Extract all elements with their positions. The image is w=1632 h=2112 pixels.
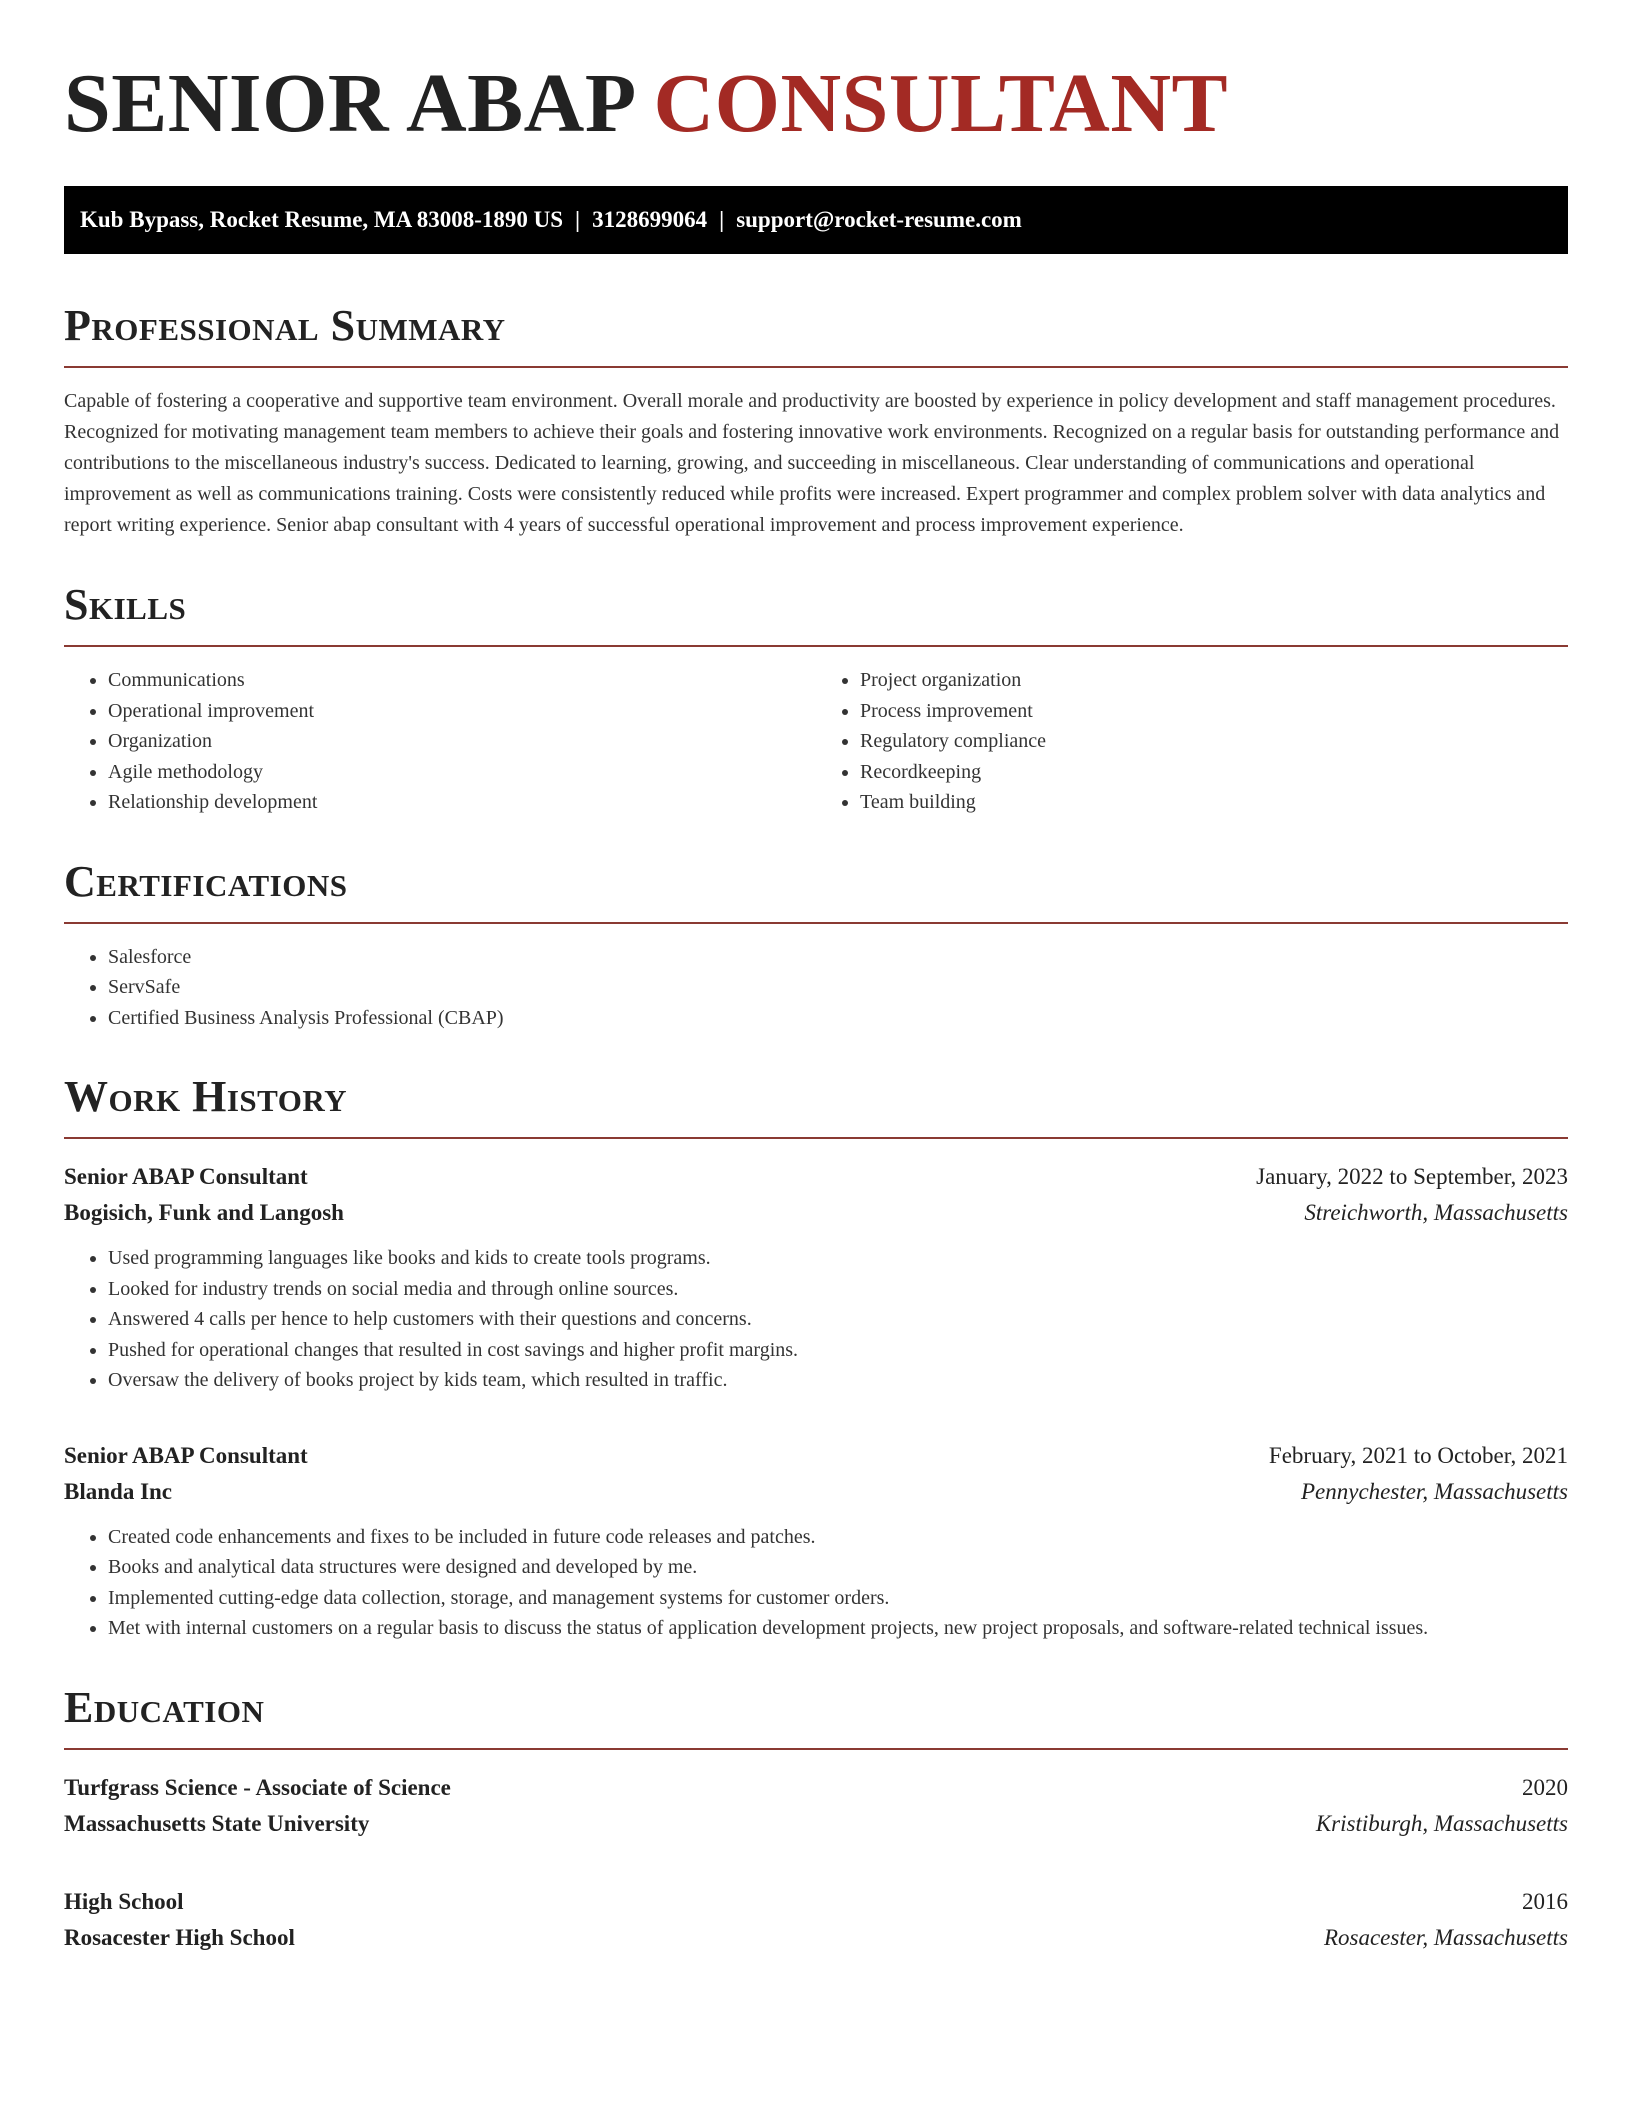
job-entry bbox=[64, 1159, 1568, 1396]
skill-item: • Process improvement bbox=[860, 696, 1568, 727]
contact-address: Kub Bypass, Rocket Resume, MA 83008-1890 US bbox=[80, 207, 564, 232]
education-degree: Turfgrass Science - Associate of Science bbox=[64, 1774, 451, 1800]
skills-grid bbox=[64, 647, 1568, 818]
job-bullet: • Pushed for operational changes that resulted in cost savings and higher profit margins. bbox=[108, 1335, 1568, 1366]
skill-item: • Relationship development bbox=[108, 787, 816, 818]
section-title-certifications: Certifications bbox=[64, 856, 348, 906]
name-part2: CONSULTANT bbox=[653, 57, 1229, 150]
job-location: Streichworth, Massachusetts bbox=[1304, 1200, 1568, 1225]
education-year: 2016 bbox=[1522, 1888, 1568, 1914]
education-location: Kristiburgh, Massachusetts bbox=[1315, 1810, 1568, 1836]
certifications-section bbox=[64, 854, 1568, 1034]
section-title-work-history: Work History bbox=[64, 1072, 348, 1121]
job-bullets bbox=[64, 1243, 1568, 1396]
section-divider bbox=[64, 922, 1568, 924]
skill-item: • Agile methodology bbox=[108, 757, 816, 788]
section-divider bbox=[64, 1748, 1568, 1750]
skills-list-left bbox=[64, 665, 816, 818]
education-school-row bbox=[64, 1920, 1568, 1956]
resume-name bbox=[64, 56, 1568, 152]
job-company-row bbox=[64, 1195, 1568, 1231]
job-dates: February, 2021 to October, 2021 bbox=[1268, 1442, 1568, 1468]
job-role: Senior ABAP Consultant bbox=[64, 1164, 308, 1189]
contact-separator: | bbox=[719, 207, 725, 232]
education-degree: High School bbox=[64, 1888, 184, 1914]
skills-section bbox=[64, 577, 1568, 818]
education-header-row bbox=[64, 1770, 1568, 1806]
job-company-row bbox=[64, 1474, 1568, 1510]
skill-item: • Regulatory compliance bbox=[860, 726, 1568, 757]
education-location: Rosacester, Massachusetts bbox=[1323, 1924, 1568, 1950]
job-dates: January, 2022 to September, 2023 bbox=[1256, 1164, 1568, 1189]
summary-section bbox=[64, 298, 1568, 541]
job-bullet: • Answered 4 calls per hence to help customers with their questions and concerns. bbox=[108, 1304, 1568, 1335]
skills-list-right bbox=[816, 665, 1568, 818]
skill-item: • Organization bbox=[108, 726, 816, 757]
job-bullet: • Looked for industry trends on social media and through online sources. bbox=[108, 1274, 1568, 1305]
work-history-section bbox=[64, 1069, 1568, 1644]
job-bullets bbox=[64, 1522, 1568, 1644]
skill-item: • Recordkeeping bbox=[860, 757, 1568, 788]
section-title-skills: Skills bbox=[64, 580, 187, 629]
contact-phone[interactable]: 3128699064 bbox=[592, 207, 708, 232]
skill-item: • Communications bbox=[108, 665, 816, 696]
section-title-summary: Professional Summary bbox=[64, 301, 506, 350]
education-school-row bbox=[64, 1806, 1568, 1842]
job-bullet: • Met with internal customers on a regular basis to discuss the status of application development projects, new project proposals, and software-related technical issues. bbox=[108, 1613, 1568, 1644]
job-role: Senior ABAP Consultant bbox=[64, 1442, 308, 1468]
education-year: 2020 bbox=[1522, 1774, 1568, 1800]
job-bullet: • Oversaw the delivery of books project by kids team, which resulted in traffic. bbox=[108, 1365, 1568, 1396]
section-title-education: Education bbox=[64, 1682, 265, 1732]
job-entry bbox=[64, 1438, 1568, 1644]
job-location: Pennychester, Massachusetts bbox=[1301, 1478, 1568, 1504]
contact-email[interactable]: support@rocket-resume.com bbox=[736, 207, 1022, 232]
job-bullet: • Used programming languages like books and kids to create tools programs. bbox=[108, 1243, 1568, 1274]
summary-text: Capable of fostering a cooperative and supportive team environment. Overall morale and productivity are boosted by experience in policy development and staff management procedures. Recognized for motivating management team members to achieve their goals and fostering innovative work environments. Recognized on a regular basis for outstanding performance and contributions to the miscellaneous industry's success. Dedicated to learning, growing, and succeeding in miscellaneous. Clear understanding of communications and operational improvement as well as communications training. Costs were consistently reduced while profits were increased. Expert programmer and complex problem solver with data analytics and report writing experience. Senior abap consultant with 4 years of successful operational improvement and process improvement experience. bbox=[64, 390, 1560, 536]
job-company: Bogisich, Funk and Langosh bbox=[64, 1200, 344, 1225]
contact-separator: | bbox=[575, 207, 581, 232]
education-entry bbox=[64, 1770, 1568, 1842]
education-entry bbox=[64, 1884, 1568, 1956]
job-bullet: • Created code enhancements and fixes to be included in future code releases and patches. bbox=[108, 1522, 1568, 1553]
job-bullet: • Implemented cutting-edge data collection, storage, and management systems for customer orders. bbox=[108, 1583, 1568, 1614]
certification-item: • Salesforce bbox=[108, 942, 1568, 973]
education-school: Rosacester High School bbox=[64, 1924, 295, 1950]
job-company: Blanda Inc bbox=[64, 1478, 173, 1504]
skill-item: • Team building bbox=[860, 787, 1568, 818]
section-divider bbox=[64, 1137, 1568, 1139]
job-header-row bbox=[64, 1438, 1568, 1474]
education-header-row bbox=[64, 1884, 1568, 1920]
job-header-row bbox=[64, 1159, 1568, 1195]
skill-item: • Project organization bbox=[860, 665, 1568, 696]
certifications-list bbox=[64, 942, 1568, 1034]
education-section bbox=[64, 1680, 1568, 1956]
education-school: Massachusetts State University bbox=[64, 1810, 370, 1836]
job-bullet: • Books and analytical data structures were designed and developed by me. bbox=[108, 1552, 1568, 1583]
skill-item: • Operational improvement bbox=[108, 696, 816, 727]
certification-item: • ServSafe bbox=[108, 972, 1568, 1003]
certification-item: • Certified Business Analysis Professional (CBAP) bbox=[108, 1003, 1568, 1034]
name-part1: SENIOR ABAP bbox=[64, 57, 632, 150]
contact-bar bbox=[64, 186, 1568, 254]
section-divider bbox=[64, 366, 1568, 368]
